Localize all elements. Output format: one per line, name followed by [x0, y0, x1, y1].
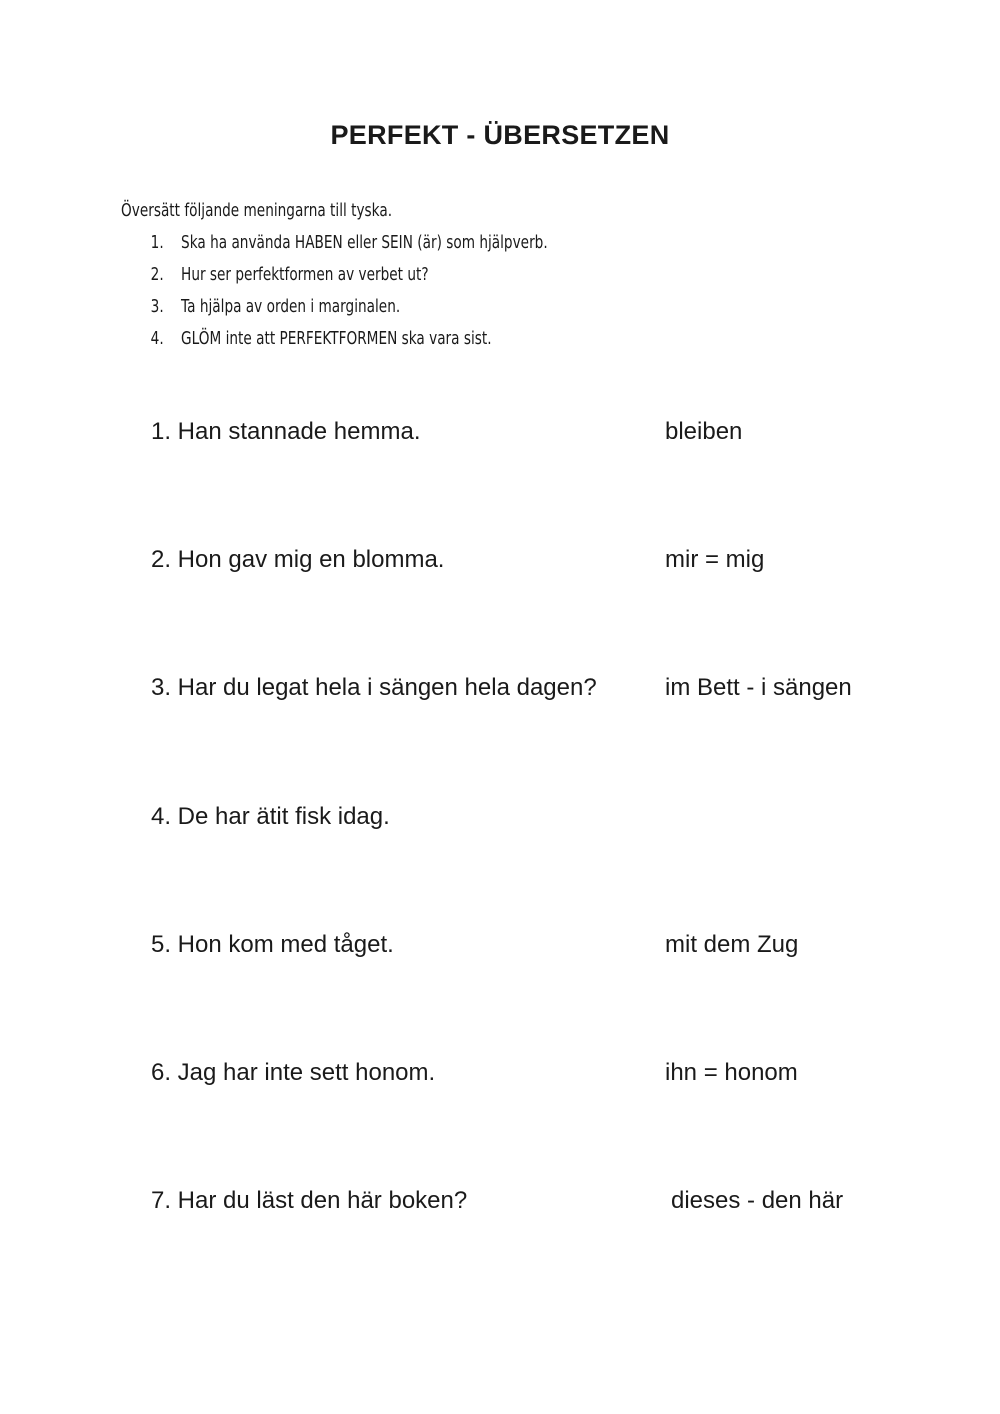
- exercise-sentence: 6. Jag har inte sett honom.: [151, 1059, 436, 1086]
- exercise-sentence: 1. Han stannade hemma.: [151, 418, 421, 445]
- exercise-hint: mir = mig: [665, 546, 765, 573]
- exercise-hint: dieses - den här: [671, 1187, 844, 1214]
- exercise-sentence: 4. De har ätit fisk idag.: [151, 803, 390, 830]
- exercise-hint: bleiben: [665, 418, 743, 445]
- instructions-intro: Översätt följande meningarna till tyska.: [121, 201, 393, 221]
- exercise-sentence: 5. Hon kom med tåget.: [151, 931, 394, 958]
- instruction-number: 1.: [150, 233, 164, 253]
- instruction-number: 3.: [150, 297, 164, 317]
- instruction-text: Hur ser perfektformen av verbet ut?: [181, 265, 429, 285]
- instruction-text: Ska ha använda HABEN eller SEIN (är) som hjälpverb.: [181, 233, 548, 253]
- exercise-sentence: 3. Har du legat hela i sängen hela dagen?: [151, 674, 597, 701]
- instruction-number: 4.: [150, 329, 164, 349]
- page-title: PERFEKT - ÜBERSETZEN: [330, 120, 670, 150]
- instruction-number: 2.: [150, 265, 164, 285]
- instruction-text: GLÖM inte att PERFEKTFORMEN ska vara sist.: [181, 329, 492, 349]
- exercise-hint: ihn = honom: [665, 1059, 798, 1086]
- exercise-sentence: 7. Har du läst den här boken?: [151, 1187, 468, 1214]
- exercise-sentence: 2. Hon gav mig en blomma.: [151, 546, 445, 573]
- exercise-hint: mit dem Zug: [665, 931, 799, 958]
- exercise-hint: im Bett - i sängen: [665, 674, 852, 701]
- instruction-text: Ta hjälpa av orden i marginalen.: [181, 297, 401, 317]
